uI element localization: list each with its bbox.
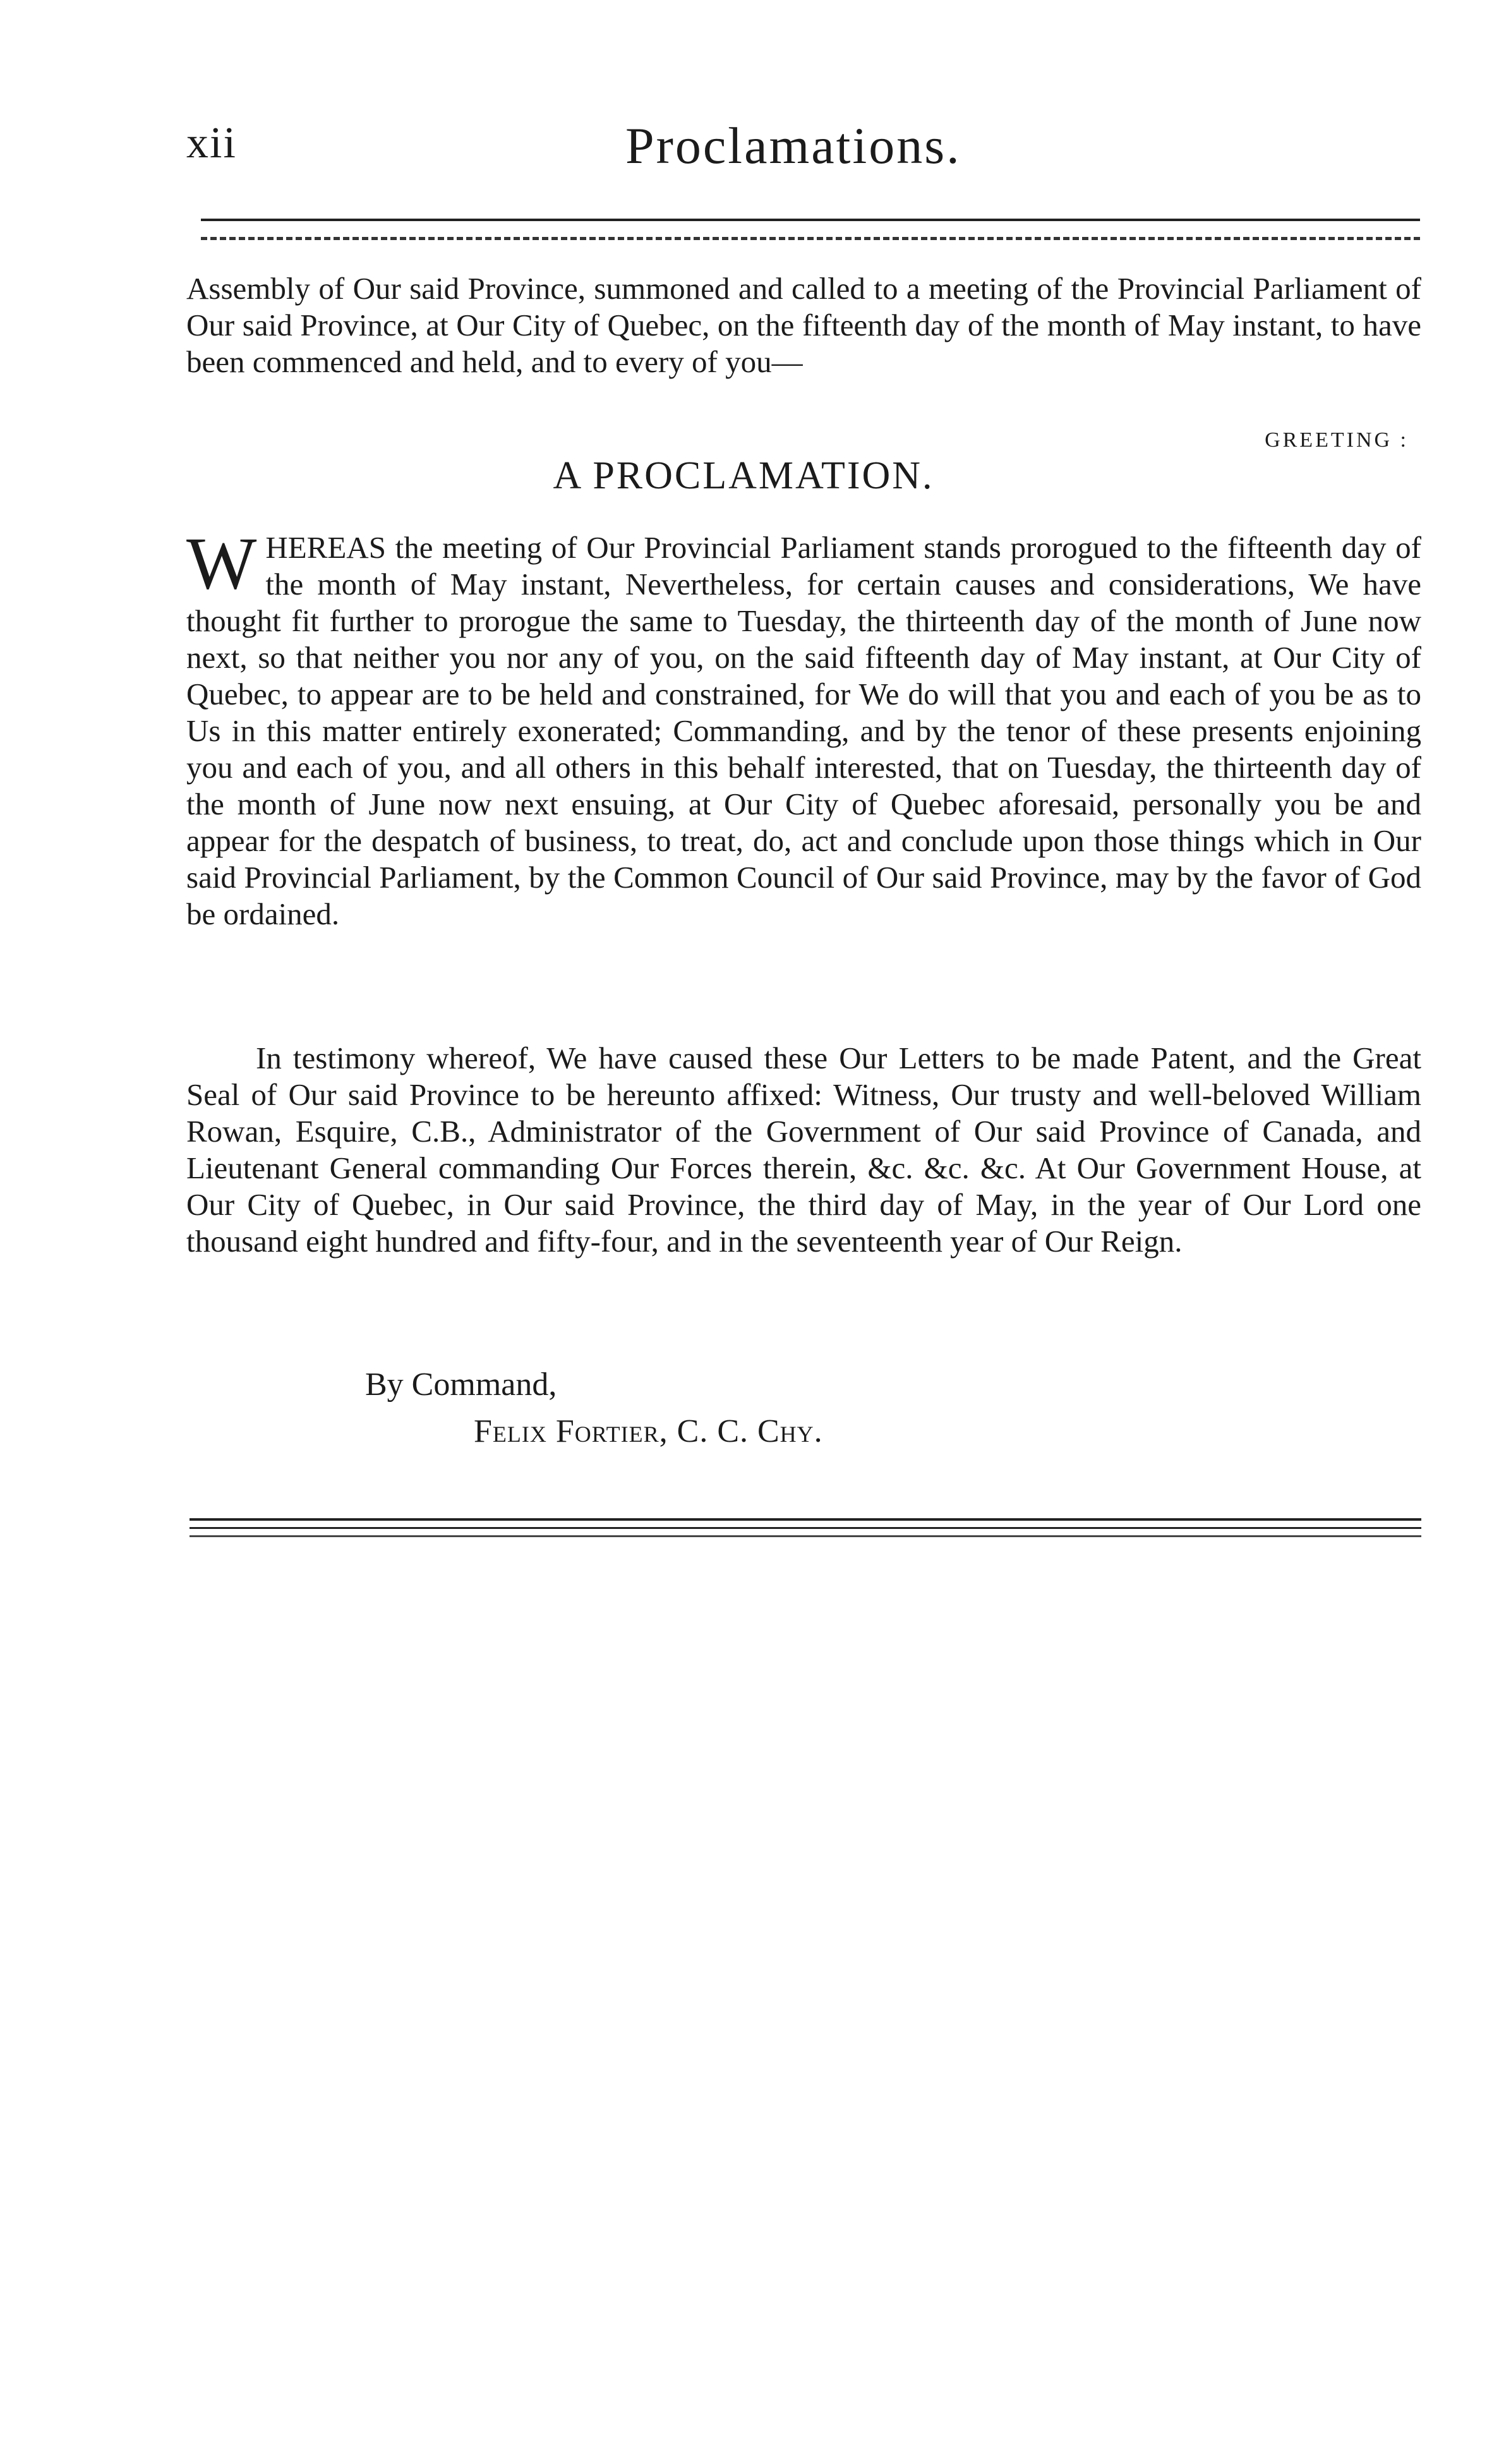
proclamation-title: A PROCLAMATION.: [553, 454, 934, 497]
greeting: GREETING :: [1265, 428, 1409, 452]
footer-rule: [190, 1518, 1421, 1521]
header-dashed-rule: [201, 237, 1420, 240]
testimony-paragraph: In testimony whereof, We have caused these Our Letters to be made Patent, and the Great Seal of Our said Province to be hereunto affixed: Witness, Our trusty and well-beloved William Rowan, Esquire, C.B., Administrator of the Government of Our said Province of Canada, and Lieutenant General commanding Our Forces therein, &c. &c. &c. At Our Government House, at Our City of Quebec, in Our said Province, the third day of May, in the year of Our Lord one thousand eight hundred and fifty-four, and in the seventeenth year of Our Reign.: [186, 1041, 1421, 1259]
page-folio: xii: [186, 119, 237, 167]
signature: Felix Fortier, C. C. Chy.: [474, 1413, 823, 1449]
assembly-paragraph: Assembly of Our said Province, summoned and called to a meeting of the Provincial Parliament of Our said Province, at Our City of Quebec, on the fifteenth day of the month of May instant, to have been commenced and held, and to every of you—: [186, 271, 1421, 379]
header-rule: [201, 219, 1420, 221]
whereas-paragraph: [186, 522, 1421, 933]
drop-cap-initial: W: [186, 522, 257, 605]
running-head: Proclamations.: [625, 117, 961, 174]
footer-rule: [190, 1527, 1421, 1529]
whereas-text: HEREAS the meeting of Our Provincial Parliament stands prorogued to the fifteenth day of the month of May instant, Nevertheless, for certain causes and considerations, We have thought fit further to prorogue the same to Tuesday, the thirteenth day of the month of June now next, so that neither you nor any of you, on the said fifteenth day of May instant, at Our City of Quebec, to appear are to be held and constrained, for We do will that you and each of you be as to Us in this matter entirely exonerated; Commanding, and by the tenor of these presents enjoining you and each of you, and all others in this behalf interested, that on Tuesday, the thirteenth day of the month of June now next ensuing, at Our City of Quebec aforesaid, personally you be and appear for the despatch of business, to treat, do, act and conclude upon those things which in Our said Provincial Parliament, by the Common Council of Our said Province, may by the favor of God be ordained.: [186, 530, 1421, 931]
by-command: By Command,: [365, 1367, 557, 1403]
footer-rule: [190, 1535, 1421, 1537]
